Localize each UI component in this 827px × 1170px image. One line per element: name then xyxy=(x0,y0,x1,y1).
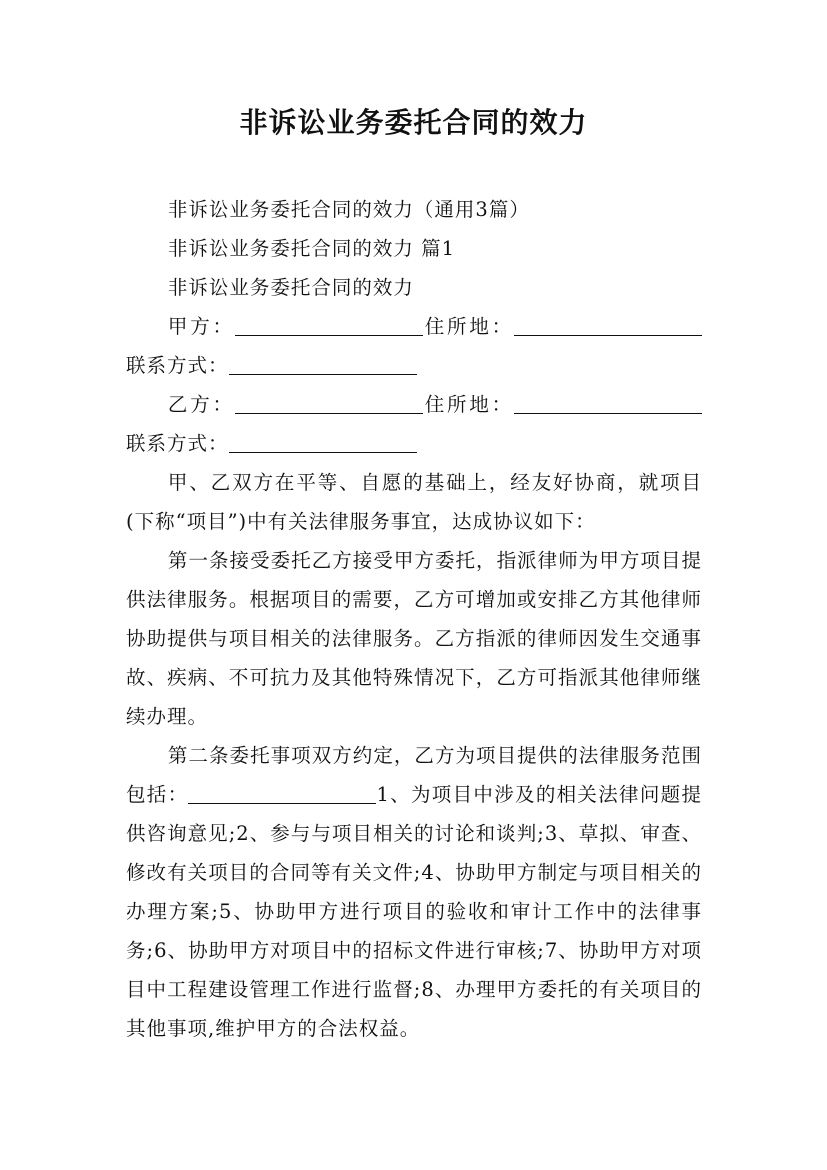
article-2-lead: 第二条委托事项双方约定，乙方为项目提供的法律服务范围包括： xyxy=(126,744,702,806)
party-a-address-blank xyxy=(514,316,702,337)
document-title: 非诉讼业务委托合同的效力 xyxy=(239,106,588,139)
article-2-paragraph xyxy=(126,736,702,1048)
contract-title: 非诉讼业务委托合同的效力 xyxy=(167,276,414,299)
section-heading: 非诉讼业务委托合同的效力 篇1 xyxy=(167,237,456,260)
article-2-blank xyxy=(188,784,376,805)
party-b-contact-label: 联系方式： xyxy=(126,432,229,455)
party-a-name-blank xyxy=(235,316,423,337)
party-a-contact-label: 联系方式： xyxy=(126,354,229,377)
party-a-line xyxy=(126,307,702,385)
party-b-contact-blank xyxy=(229,433,417,454)
document-body xyxy=(126,190,702,1048)
article-2-items: 1、为项目中涉及的相关法律问题提供咨询意见;2、参与与项目相关的讨论和谈判;3、草拟、审查、修改有关项目的合同等有关文件;4、协助甲方制定与项目相关的办理方案;5、协助甲方进行项目的验收和审计工作中的法律事务;6、协助甲方对项目中的招标文件进行审核;7、协助甲方对项目中工程建设管理工作进行监督;8、办理甲方委托的有关项目的其他事项,维护甲方的合法权益。 xyxy=(126,783,702,1040)
party-b-label: 乙方： xyxy=(167,393,235,416)
intro-paragraph: 甲、乙双方在平等、自愿的基础上，经友好协商，就项目(下称“项目”)中有关法律服务事宜，达成协议如下： xyxy=(126,471,702,533)
party-b-address-blank xyxy=(514,394,702,415)
party-a-address-label: 住所地： xyxy=(422,315,514,338)
party-b-name-blank xyxy=(235,394,423,415)
subtitle: 非诉讼业务委托合同的效力（通用3篇） xyxy=(167,198,530,221)
party-a-contact-blank xyxy=(229,355,417,376)
party-b-line xyxy=(126,385,702,463)
party-b-address-label: 住所地： xyxy=(422,393,514,416)
party-a-label: 甲方： xyxy=(167,315,235,338)
article-1-paragraph: 第一条接受委托乙方接受甲方委托，指派律师为甲方项目提供法律服务。根据项目的需要，乙方可增加或安排乙方其他律师协助提供与项目相关的法律服务。乙方指派的律师因发生交通事故、疾病、不可抗力及其他特殊情况下，乙方可指派其他律师继续办理。 xyxy=(126,549,702,728)
